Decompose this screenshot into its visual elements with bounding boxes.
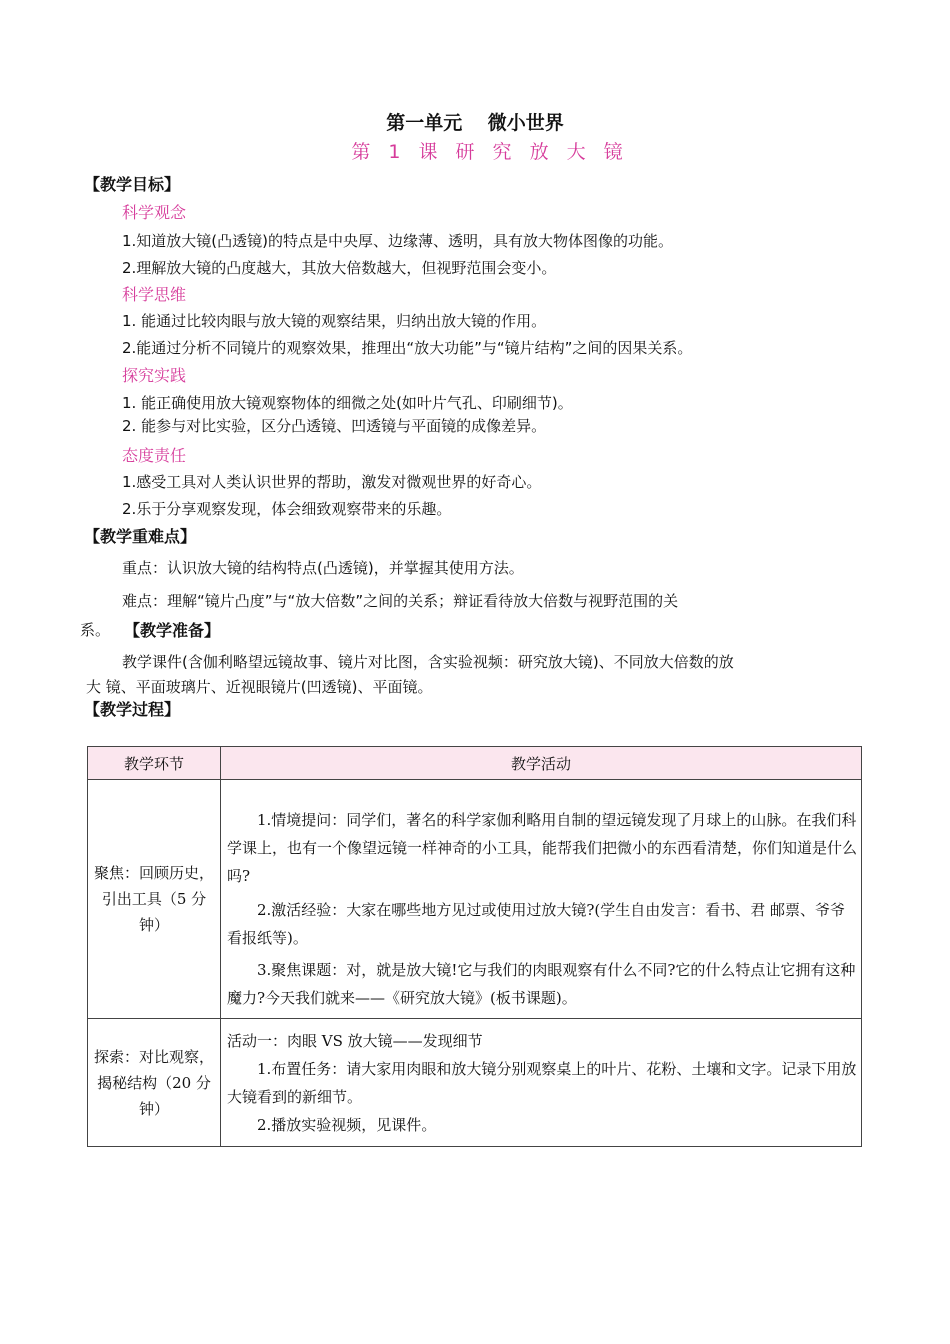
process-heading: 【教学过程】: [84, 700, 181, 719]
objective-group-title: 探究实践: [122, 366, 187, 385]
key-points-heading: 【教学重难点】: [84, 527, 197, 546]
preparation-text-continued: 大 镜、平面玻璃片、近视眼镜片(凹透镜)、平面镜。: [86, 678, 433, 696]
preparation-text: 教学课件(含伽利略望远镜故事、镜片对比图，含实验视频：研究放大镜)、不同放大倍数的放: [122, 653, 734, 671]
column-header: 教学活动: [221, 747, 862, 780]
objective-group-title: 科学思维: [122, 285, 187, 304]
objective-item: 2. 能参与对比实验，区分凸透镜、凹透镜与平面镜的成像差异。: [122, 417, 547, 435]
unit-title: 第一单元 微小世界: [386, 112, 564, 134]
objectives-heading: 【教学目标】: [84, 175, 181, 194]
objective-item: 2.乐于分享观察发现，体会细致观察带来的乐趣。: [122, 500, 452, 518]
table-row: [88, 780, 862, 1019]
objective-group-title: 态度责任: [122, 446, 187, 465]
objective-item: 2.能通过分析不同镜片的观察效果，推理出“放大功能”与“镜片结构”之间的因果关系。: [122, 339, 693, 357]
key-point-difficulty-continued: 系。: [80, 621, 111, 639]
table-header-row: [88, 747, 862, 780]
stage-cell: 聚焦：回顾历史，引出工具（5 分钟）: [88, 780, 221, 1019]
activity-cell: [221, 780, 862, 1019]
objective-item: 2.理解放大镜的凸度越大，其放大倍数越大，但视野范围会变小。: [122, 259, 557, 277]
activity-paragraph: 2.播放实验视频，见课件。: [257, 1115, 437, 1134]
activity-paragraph: 3.聚焦课题：对，就是放大镜!它与我们的肉眼观察有什么不同?它的什么特点让它拥有这种魔力?今天我们就来——《研究放大镜》(板书课题)。: [227, 961, 856, 1007]
activity-cell: [221, 1019, 862, 1147]
teaching-process-table: [87, 746, 862, 1147]
objective-item: 1.感受工具对人类认识世界的帮助，激发对微观世界的好奇心。: [122, 473, 542, 491]
activity-title: 活动一：肉眼 VS 放大镜——发现细节: [227, 1031, 483, 1050]
column-header: 教学环节: [88, 747, 221, 780]
table-row: [88, 1019, 862, 1147]
objective-item: 1. 能通过比较肉眼与放大镜的观察结果，归纳出放大镜的作用。: [122, 312, 547, 330]
lesson-title: 第 1 课 研 究 放 大 镜: [351, 141, 629, 163]
activity-paragraph: 1.情境提问：同学们，著名的科学家伽利略用自制的望远镜发现了月球上的山脉。在我们科学课上，也有一个像望远镜一样神奇的小工具，能帮我们把微小的东西看清楚，你们知道是什么吗?: [227, 811, 858, 885]
objective-group-title: 科学观念: [122, 203, 187, 222]
objective-item: 1. 能正确使用放大镜观察物体的细微之处(如叶片气孔、印刷细节)。: [122, 394, 573, 412]
activity-paragraph: 2.激活经验：大家在哪些地方见过或使用过放大镜?(学生自由发言：看书、君 邮票、爷爷看报纸等)。: [227, 901, 845, 947]
objective-item: 1.知道放大镜(凸透镜)的特点是中央厚、边缘薄、透明，具有放大物体图像的功能。: [122, 232, 674, 250]
key-point-difficulty: 难点：理解“镜片凸度”与“放大倍数”之间的关系；辩证看待放大倍数与视野范围的关: [122, 592, 679, 610]
stage-cell: 探索：对比观察，揭秘结构（20 分钟）: [88, 1019, 221, 1147]
activity-paragraph: 1.布置任务：请大家用肉眼和放大镜分别观察桌上的叶片、花粉、土壤和文字。记录下用放大镜看到的新细节。: [227, 1059, 857, 1106]
preparation-heading: 【教学准备】: [124, 621, 221, 640]
key-point-focus: 重点：认识放大镜的结构特点(凸透镜)，并掌握其使用方法。: [122, 559, 524, 577]
